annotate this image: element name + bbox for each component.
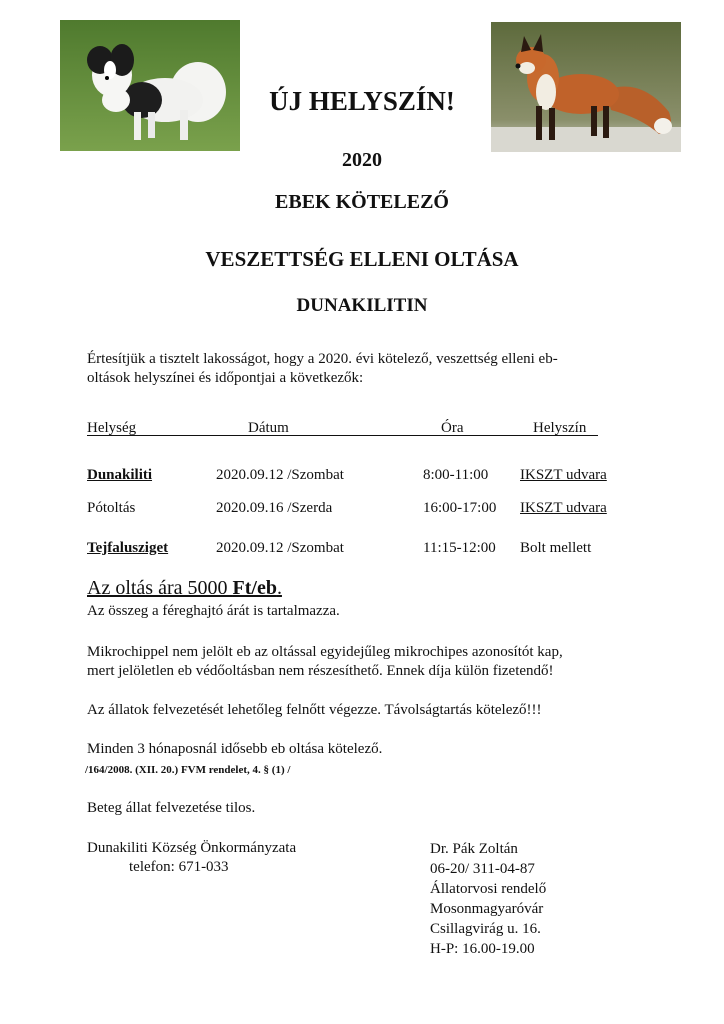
- chip-line2: mert jelöletlen eb védőoltásban nem részesíthető. Ennek díja külön fizetendő!: [87, 663, 554, 679]
- table-row: [87, 466, 647, 486]
- vet-office: Állatorvosi rendelő: [430, 881, 547, 897]
- row3-place: Tejfalusziget: [87, 540, 169, 556]
- row1-time: 8:00-11:00: [423, 467, 489, 483]
- age-note: Minden 3 hónaposnál idősebb eb oltása kötelező.: [87, 741, 383, 757]
- vet-name: Dr. Pák Zoltán: [430, 841, 518, 857]
- table-row: [87, 539, 647, 559]
- municipality-phone: telefon: 671-033: [129, 859, 229, 875]
- vet-city: Mosonmagyaróvár: [430, 901, 544, 917]
- municipality-name: Dunakiliti Község Önkormányzata: [87, 840, 297, 856]
- year-heading: 2020: [342, 149, 382, 171]
- sick-note: Beteg állat felvezetése tilos.: [87, 800, 256, 816]
- row2-place: Pótoltás: [87, 500, 136, 516]
- adult-note: Az állatok felvezetését lehetőleg felnőtt végezze. Távolságtartás kötelező!!!: [87, 702, 542, 718]
- price-unit: Ft/eb: [232, 577, 277, 599]
- row2-time: 16:00-17:00: [423, 500, 497, 516]
- header-time: Óra: [441, 420, 464, 436]
- chip-note: [87, 643, 647, 681]
- price-text: Az oltás ára 5000: [87, 577, 233, 599]
- row1-date: 2020.09.12 /Szombat: [216, 467, 344, 483]
- vet-hours: H-P: 16.00-19.00: [430, 941, 535, 957]
- price-note: Az összeg a féreghajtó árát is tartalmazza.: [87, 603, 340, 619]
- vet-phone: 06-20/ 311-04-87: [430, 861, 535, 877]
- header-place: Helység: [87, 420, 137, 436]
- law-reference: /164/2008. (XII. 20.) FVM rendelet, 4. § (1) /: [85, 764, 291, 776]
- footer-left: [87, 839, 367, 877]
- row2-location: IKSZT udvara: [520, 500, 607, 516]
- row2-date: 2020.09.16 /Szerda: [216, 500, 333, 516]
- header-location: Helyszín: [533, 420, 587, 436]
- heading-line2: VESZETTSÉG ELLENI OLTÁSA: [205, 247, 519, 271]
- page-title: ÚJ HELYSZÍN!: [269, 86, 455, 116]
- heading-line1: EBEK KÖTELEZŐ: [275, 191, 449, 213]
- intro-line2: oltások helyszínei és időpontjai a következők:: [87, 370, 364, 386]
- row3-time: 11:15-12:00: [423, 540, 496, 556]
- intro-line1: Értesítjük a tisztelt lakosságot, hogy a 2020. évi kötelező, veszettség elleni eb-: [87, 351, 558, 367]
- row1-place: Dunakiliti: [87, 467, 153, 483]
- header-date: Dátum: [248, 420, 289, 436]
- intro-text: [87, 350, 647, 388]
- table-header: [87, 419, 598, 438]
- footer-right: [430, 839, 650, 959]
- chip-line1: Mikrochippel nem jelölt eb az oltással egyidejűleg mikrochipes azonosítót kap,: [87, 644, 563, 660]
- row3-location: Bolt mellett: [520, 540, 592, 556]
- vet-street: Csillagvirág u. 16.: [430, 921, 541, 937]
- table-row: [87, 499, 647, 519]
- header-underline: [87, 435, 598, 436]
- price-end: .: [276, 577, 282, 599]
- heading-place: DUNAKILITIN: [296, 295, 428, 316]
- price-line: [87, 576, 282, 601]
- row3-date: 2020.09.12 /Szombat: [216, 540, 344, 556]
- row1-location: IKSZT udvara: [520, 467, 607, 483]
